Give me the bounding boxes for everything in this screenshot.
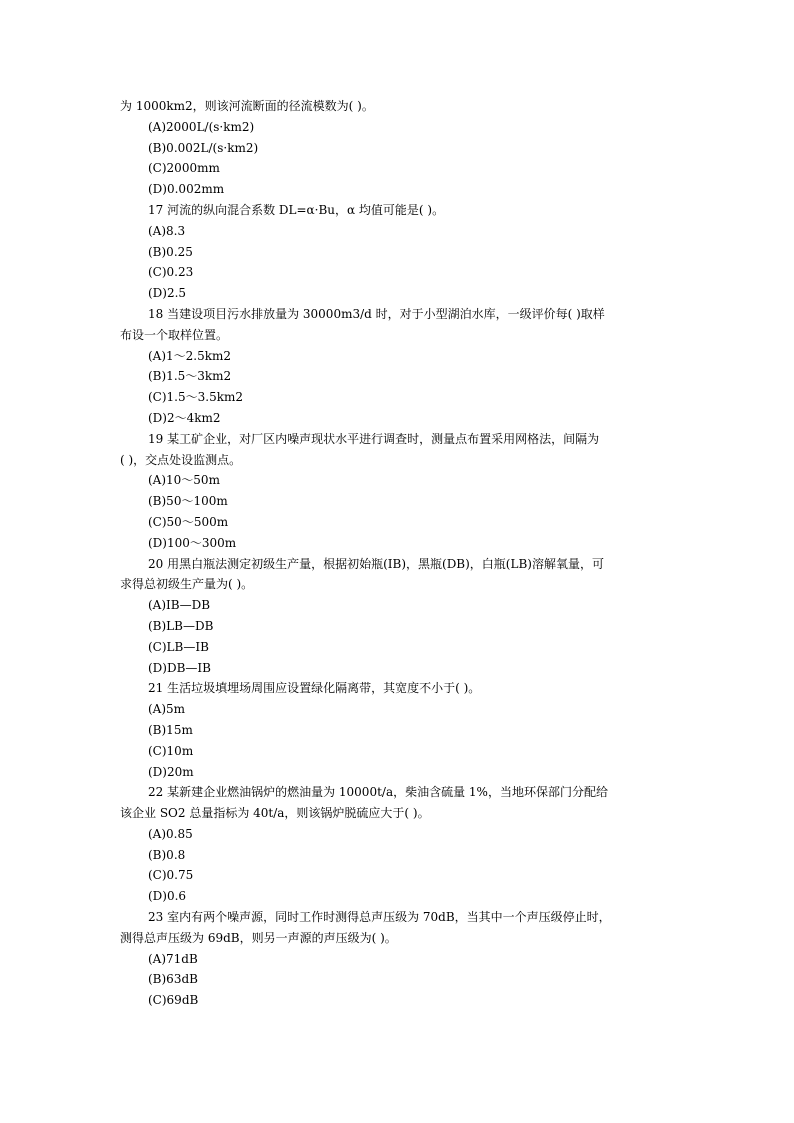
question-line: 18 当建设项目污水排放量为 30000m3/d 时，对于小型湖泊水库，一级评价每( )取样 <box>148 306 605 321</box>
document-body <box>120 96 676 1011</box>
question-line: 17 河流的纵向混合系数 DL=α·Bu，α 均值可能是( )。 <box>148 202 445 217</box>
option-line: (A)8.3 <box>148 223 186 238</box>
option-line: (D)DB—IB <box>148 660 211 675</box>
option-line: (B)0.8 <box>148 847 186 862</box>
question-line: 20 用黑白瓶法测定初级生产量，根据初始瓶(IB)，黑瓶(DB)，白瓶(LB)溶解氧量，可 <box>148 556 604 571</box>
option-line: (A)1～2.5km2 <box>148 348 232 363</box>
text-line: 测得总声压级为 69dB，则另一声源的声压级为( )。 <box>120 930 397 945</box>
option-line: (C)10m <box>148 743 194 758</box>
option-line: (C)0.23 <box>148 265 194 280</box>
text-line: ( )，交点处设监测点。 <box>120 452 242 467</box>
option-line: (D)0.6 <box>148 889 187 904</box>
option-line: (B)1.5～3km2 <box>148 369 232 384</box>
option-line: (B)15m <box>148 722 193 737</box>
option-line: (B)50～100m <box>148 494 228 509</box>
option-line: (B)63dB <box>148 972 198 987</box>
option-line: (D)2～4km2 <box>148 410 221 425</box>
option-line: (C)1.5～3.5km2 <box>148 390 243 405</box>
option-line: (B)0.002L/(s·km2) <box>148 140 259 155</box>
option-line: (B)0.25 <box>148 244 193 259</box>
option-line: (B)LB—DB <box>148 618 214 633</box>
option-line: (A)2000L/(s·km2) <box>148 119 255 134</box>
option-line: (C)69dB <box>148 993 199 1008</box>
option-line: (D)20m <box>148 764 194 779</box>
question-line: 19 某工矿企业，对厂区内噪声现状水平进行调查时，测量点布置采用网格法，间隔为 <box>148 431 600 446</box>
text-line: 求得总初级生产量为( )。 <box>120 577 254 592</box>
text-line: 该企业 SO2 总量指标为 40t/a，则该锅炉脱硫应大于( )。 <box>120 806 430 821</box>
option-line: (C)0.75 <box>148 868 194 883</box>
question-line: 21 生活垃圾填埋场周围应设置绿化隔离带，其宽度不小于( )。 <box>148 681 481 696</box>
text-line: 为 1000km2，则该河流断面的径流模数为( )。 <box>120 99 374 113</box>
option-line: (C)LB—IB <box>148 639 209 654</box>
option-line: (D)0.002mm <box>148 182 225 197</box>
option-line: (D)100～300m <box>148 535 237 550</box>
option-line: (A)71dB <box>148 951 198 966</box>
option-line: (A)5m <box>148 702 186 717</box>
option-line: (A)IB—DB <box>148 598 211 613</box>
option-line: (A)10～50m <box>148 473 220 488</box>
question-line: 23 室内有两个噪声源，同时工作时测得总声压级为 70dB，当其中一个声压级停止时， <box>148 910 611 925</box>
option-line: (D)2.5 <box>148 286 187 301</box>
option-line: (C)2000mm <box>148 161 220 176</box>
option-line: (C)50～500m <box>148 514 229 529</box>
text-line: 布设一个取样位置。 <box>120 327 229 342</box>
question-line: 22 某新建企业燃油锅炉的燃油量为 10000t/a，柴油含硫量 1%，当地环保部门分配给 <box>148 785 608 800</box>
option-line: (A)0.85 <box>148 826 193 841</box>
